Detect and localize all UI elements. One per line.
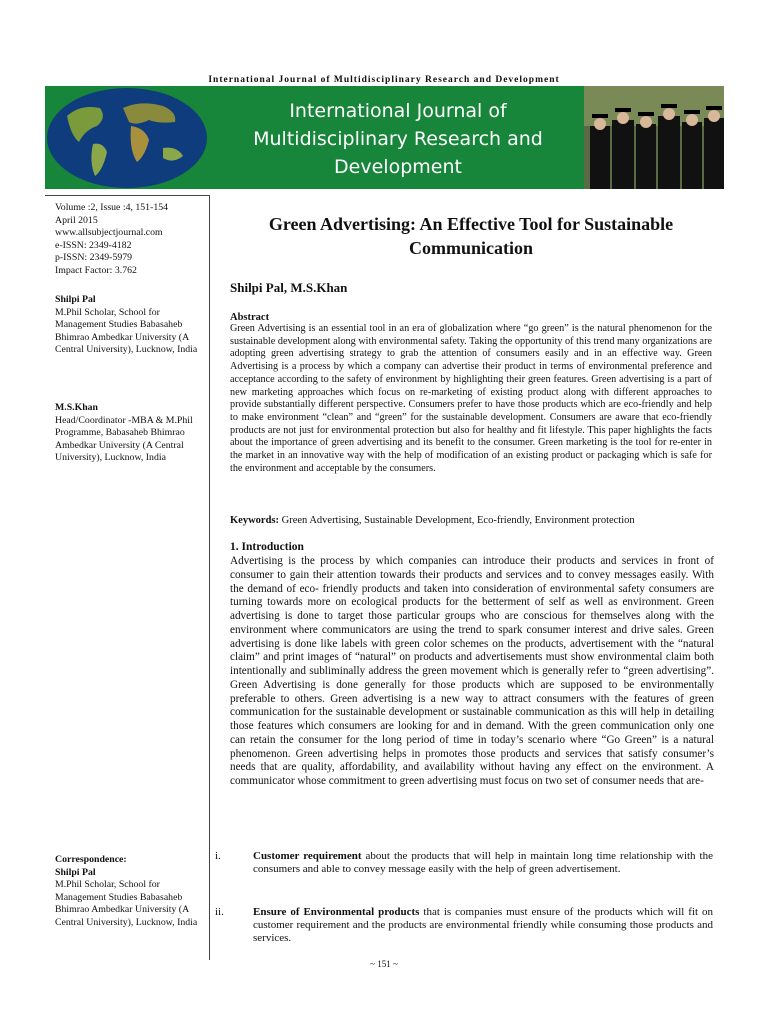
meta-website: www.allsubjectjournal.com xyxy=(55,227,163,239)
keywords xyxy=(230,515,712,526)
author2-block xyxy=(55,402,210,465)
correspondence-label: Correspondence: xyxy=(55,854,127,865)
author1-affiliation: M.Phil Scholar, School for Management Studies Babasaheb Bhimrao Ambedkar University (A Central University), Lucknow, India xyxy=(55,306,198,356)
author1-block xyxy=(55,294,210,357)
correspondence-name: Shilpi Pal xyxy=(55,866,96,878)
article-meta xyxy=(55,202,210,278)
meta-volume: Volume :2, Issue :4, 151-154 xyxy=(55,202,169,213)
graduates-photo xyxy=(584,86,724,189)
list-term: Ensure of Environmental products xyxy=(253,906,420,918)
intro-heading: 1. Introduction xyxy=(230,541,304,553)
list-numeral: ii. xyxy=(215,906,224,918)
article-title: Green Advertising: An Effective Tool for Sustainable Communication xyxy=(268,214,674,258)
meta-date: April 2015 xyxy=(55,214,98,226)
abstract-heading: Abstract xyxy=(230,312,270,323)
meta-pissn: p-ISSN: 2349-5979 xyxy=(55,252,133,264)
world-map-icon xyxy=(45,86,210,189)
author1-name: Shilpi Pal xyxy=(55,294,96,305)
page-number: ~ 151 ~ xyxy=(370,959,398,969)
author2-affiliation: Head/Coordinator -MBA & M.Phil Programme, Babasaheb Bhimrao Ambedkar University (A Central University), Lucknow, India xyxy=(55,414,193,464)
running-journal-title: International Journal of Multidisciplinary Research and Development xyxy=(208,75,560,85)
journal-banner xyxy=(45,86,724,189)
list-item xyxy=(215,850,713,876)
author2-name: M.S.Khan xyxy=(55,402,99,413)
meta-eissn: e-ISSN: 2349-4182 xyxy=(55,239,132,251)
list-text: that is companies must ensure of the products which will fit on customer requirement and the products are environmental friendly while consuming those products and services. xyxy=(253,906,713,945)
intro-text: Advertising is the process by which companies can introduce their products and services in front of consumer to gain their attention towards their products and services and to convey messages easily. With the demand of eco- friendly products and taken into consideration of environmental safety consumers are turning towards more on ecological products for the betterment of self as well as environment. Green advertising is done to target those particular groups who are conscious for themselves along with the environment where communicators are using the trend to spark consumer interest and drive sales. Green advertising is done like labels with green color schemes on the products, advertisement with the “natural claim” and print images of “natural” on products and advertisements must show environmental claim both intentionally and subliminally address the green movement which is generally refer to “green advertising”. Green Advertising is done generally for those products which are supposed to be environmentally preferable to others. Green advertising is a new way to attract consumers with the features of green communication for the sustainable development or sustainable communication as this will help in detailing those features which consumers are looking for and in demand. With the green communication only one can retain the consumer for the long period of time in today’s scenario where “Go Green” is a natural phenomenon. Green advertising helps in promotes those products and services that satisfy consumer’s needs that are quality, affordability, and availability without having any effect on the environment. A communicator whose commitment to green advertising must focus on two set of consumer needs that are- xyxy=(230,555,714,787)
abstract-text: Green Advertising is an essential tool in an era of globalization where “go green” is the natural phenomenon for the sustainable development along with environmental safety. Taking the opportunity of this trend many organizations are adopting green advertising strategy to grab the attention of consumers easily and in an effective way. Green Advertising is a process by which a company can advertise their product in terms of environmental preference and acceptance according to the safety of environment by highlighting their green features. Green advertising is a part of new marketing approaches which focus on re-marketing of existing product along with different approaches to provide substantially different perspective. Consumers prefer to have those products which are eco-friendly and help to make environment “clean” and “green” for the sustainable development. Consumers are aware that eco-friendly products are not just for environmental protection but also for healthy and fit lifestyle. This paper highlights the facts about the importance of green advertising and its benefit to the consumer. Green marketing is the tool for re-enter in the market in an innovative way with the help of modification of an existing product or packaging which is safe for the environment and acceptable by the consumers. xyxy=(230,323,712,474)
keywords-list: Green Advertising, Sustainable Development, Eco-friendly, Environment protection xyxy=(279,515,635,526)
meta-impact-factor: Impact Factor: 3.762 xyxy=(55,264,137,276)
list-item xyxy=(215,906,713,946)
correspondence-block xyxy=(55,854,210,930)
article-authors: Shilpi Pal, M.S.Khan xyxy=(230,280,348,295)
sidebar-top-divider xyxy=(45,195,210,196)
keywords-label: Keywords: xyxy=(230,515,279,526)
correspondence-affiliation: M.Phil Scholar, School for Management Studies Babasaheb Bhimrao Ambedkar University (A Central University), Lucknow, India xyxy=(55,879,198,928)
list-numeral: i. xyxy=(215,850,221,862)
list-term: Customer requirement xyxy=(253,850,362,862)
banner-journal-title: International Journal of Multidisciplinary Research and Development xyxy=(253,100,543,178)
list-text: about the products that will help in maintain long time relationship with the consumers and able to convey message easily with the help of green advertisement. xyxy=(253,850,714,876)
